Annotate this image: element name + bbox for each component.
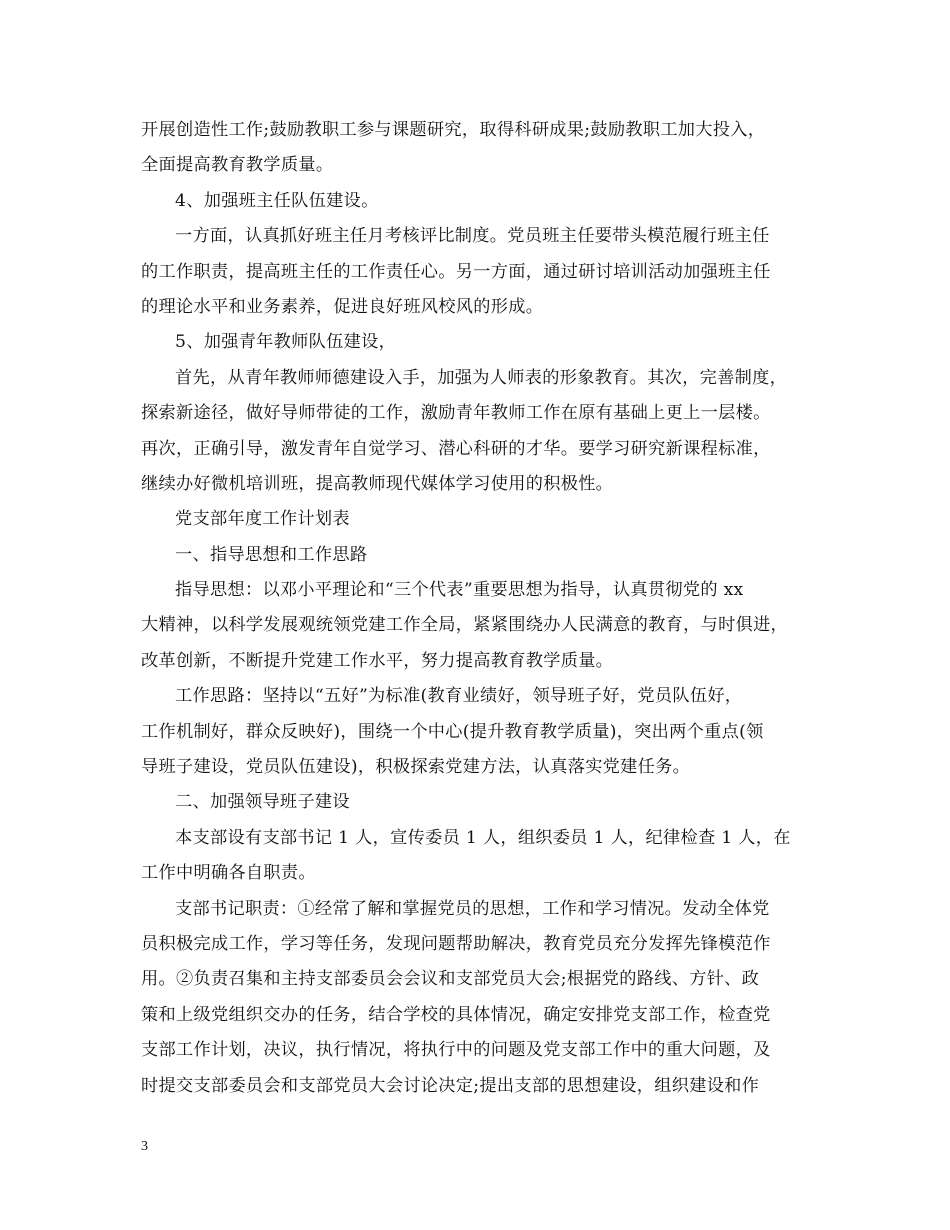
text-line: 用。②负责召集和主持支部委员会会议和支部党员大会;根据党的路线、方针、政	[141, 969, 760, 990]
paragraph-start: 指导思想：以邓小平理论和“三个代表”重要思想为指导，认真贯彻党的 xx	[175, 580, 744, 601]
text-line: 时提交支部委员会和支部党员大会讨论决定;提出支部的思想建设，组织建设和作	[141, 1075, 760, 1096]
paragraph-start: 一方面，认真抓好班主任月考核评比制度。党员班主任要带头模范履行班主任	[175, 226, 770, 247]
text-line: 的工作职责，提高班主任的工作责任心。另一方面，通过研讨培训活动加强班主任	[141, 261, 771, 282]
document-title: 党支部年度工作计划表	[175, 509, 350, 530]
paragraph-start: 支部书记职责：①经常了解和掌握党员的思想，工作和学习情况。发动全体党	[175, 898, 770, 919]
text-line: 的理论水平和业务素养，促进良好班风校风的形成。	[141, 296, 544, 317]
section-heading: 4、加强班主任队伍建设。	[175, 190, 379, 211]
text-line: 探索新途径，做好导师带徒的工作，激励青年教师工作在原有基础上更上一层楼。	[141, 403, 771, 424]
section-heading: 一、指导思想和工作思路	[175, 544, 368, 565]
paragraph-start: 首先，从青年教师师德建设入手，加强为人师表的形象教育。其次，完善制度，	[175, 367, 788, 388]
text-line: 支部工作计划，决议，执行情况，将执行中的问题及党支部工作中的重大问题，及	[141, 1040, 771, 1061]
text-line: 改革创新，不断提升党建工作水平，努力提高教育教学质量。	[141, 650, 614, 671]
text-line: 全面提高教育教学质量。	[141, 155, 334, 176]
section-heading: 二、加强领导班子建设	[175, 792, 350, 813]
text-line: 开展创造性工作;鼓励教职工参与课题研究，取得科研成果;鼓励教职工加大投入，	[141, 120, 766, 140]
text-line: 再次，正确引导，激发青年自觉学习、潜心科研的才华。要学习研究新课程标准，	[141, 438, 771, 459]
text-line: 导班子建设，党员队伍建设)，积极探索党建方法，认真落实党建任务。	[141, 757, 691, 778]
text-line: 大精神，以科学发展观统领党建工作全局，紧紧围绕办人民满意的教育，与时俱进，	[141, 615, 789, 636]
page-number: 3	[141, 1139, 148, 1154]
text-line: 员积极完成工作，学习等任务，发现问题帮助解决，教育党员充分发挥先锋模范作	[141, 933, 771, 954]
document-body	[141, 113, 825, 1104]
text-line: 策和上级党组织交办的任务，结合学校的具体情况，确定安排党支部工作，检查党	[141, 1004, 771, 1025]
text-line: 继续办好微机培训班，提高教师现代媒体学习使用的积极性。	[141, 473, 614, 494]
paragraph-start: 本支部设有支部书记 1 人，宣传委员 1 人，组织委员 1 人，纪律检查 1 人，在	[175, 827, 791, 848]
section-heading: 5、加强青年教师队伍建设，	[175, 332, 397, 353]
paragraph-start: 工作思路：坚持以“五好”为标准(教育业绩好，领导班子好，党员队伍好，	[175, 686, 743, 707]
text-line: 工作机制好，群众反映好)，围绕一个中心(提升教育教学质量)，突出两个重点(领	[141, 721, 764, 742]
text-line: 工作中明确各自职责。	[141, 863, 316, 884]
